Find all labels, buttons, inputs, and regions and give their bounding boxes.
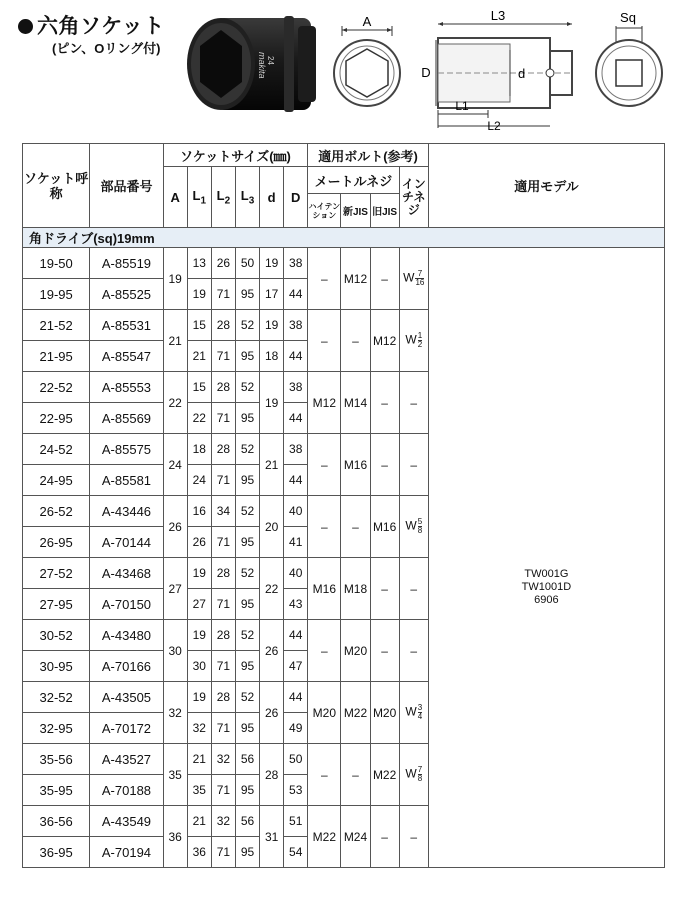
header-D: D — [284, 167, 308, 228]
part-number-cell: A-43527 — [90, 744, 163, 775]
size-L3-cell: 95 — [235, 341, 259, 372]
socket-name-cell: 22-52 — [23, 372, 90, 403]
socket-name-cell: 24-52 — [23, 434, 90, 465]
inch-fraction — [418, 766, 422, 783]
fraction-denominator: 4 — [417, 712, 423, 721]
size-L2-cell: 71 — [211, 527, 235, 558]
fraction-denominator: 2 — [417, 340, 423, 349]
part-number-cell: A-85519 — [90, 248, 163, 279]
model-name: TW001G — [524, 568, 569, 580]
socket-name-cell: 35-95 — [23, 775, 90, 806]
header-d: d — [260, 167, 284, 228]
part-number-cell: A-43549 — [90, 806, 163, 837]
bolt-old-jis-cell: M12 — [370, 310, 399, 372]
fraction-denominator: 8 — [417, 774, 423, 783]
size-L1-cell: 26 — [187, 527, 211, 558]
size-D-cell: 43 — [284, 589, 308, 620]
size-L1-cell: 19 — [187, 620, 211, 651]
bolt-high-tension-cell: – — [308, 620, 341, 682]
part-number-cell: A-70172 — [90, 713, 163, 744]
size-d-cell: 19 — [260, 372, 284, 434]
part-number-cell: A-85575 — [90, 434, 163, 465]
inch-fraction — [418, 332, 422, 349]
socket-name-cell: 36-95 — [23, 837, 90, 868]
size-L1-cell: 35 — [187, 775, 211, 806]
socket-name-cell: 32-52 — [23, 682, 90, 713]
header-new-jis: 新JIS — [341, 194, 370, 228]
size-L2-cell: 32 — [211, 744, 235, 775]
size-d-cell: 22 — [260, 558, 284, 620]
header-old-jis: 旧JIS — [370, 194, 399, 228]
size-L1-cell: 16 — [187, 496, 211, 527]
size-L1-cell: 21 — [187, 744, 211, 775]
inch-thread-prefix: W — [403, 270, 415, 285]
inch-fraction — [418, 704, 422, 721]
size-L2-cell: 28 — [211, 620, 235, 651]
model-name: 6906 — [534, 594, 559, 606]
bolt-old-jis-cell: M22 — [370, 744, 399, 806]
bolt-inch-cell: – — [399, 620, 428, 682]
socket-name-cell: 24-95 — [23, 465, 90, 496]
size-d-cell: 21 — [260, 434, 284, 496]
size-d-cell: 31 — [260, 806, 284, 868]
size-D-cell: 50 — [284, 744, 308, 775]
bolt-old-jis-cell: – — [370, 806, 399, 868]
bolt-new-jis-cell: – — [341, 744, 370, 806]
size-L3-cell: 95 — [235, 775, 259, 806]
socket-name-cell: 21-95 — [23, 341, 90, 372]
bolt-inch-cell — [399, 682, 428, 744]
part-number-cell: A-43446 — [90, 496, 163, 527]
fraction-numerator: 3 — [417, 703, 423, 712]
size-L2-cell: 71 — [211, 403, 235, 434]
part-number-cell: A-43480 — [90, 620, 163, 651]
inch-fraction — [418, 518, 422, 535]
size-L2-cell: 71 — [211, 775, 235, 806]
part-number-cell: A-70194 — [90, 837, 163, 868]
socket-name-cell: 35-56 — [23, 744, 90, 775]
bolt-high-tension-cell: M22 — [308, 806, 341, 868]
socket-name-cell: 30-52 — [23, 620, 90, 651]
dim-label-L3: L3 — [490, 8, 506, 23]
size-d-cell: 26 — [260, 620, 284, 682]
size-L1-cell: 32 — [187, 713, 211, 744]
part-number-cell: A-43505 — [90, 682, 163, 713]
socket-name-cell: 32-95 — [23, 713, 90, 744]
size-L3-cell: 95 — [235, 713, 259, 744]
header-high-tension: ハイテンション — [308, 194, 341, 228]
size-A-cell: 24 — [163, 434, 187, 496]
socket-name-cell: 19-50 — [23, 248, 90, 279]
back-view-diagram — [588, 6, 672, 130]
size-L2-cell: 26 — [211, 248, 235, 279]
part-number-cell: A-43468 — [90, 558, 163, 589]
size-D-cell: 40 — [284, 558, 308, 589]
size-L3-cell: 52 — [235, 434, 259, 465]
bolt-high-tension-cell: – — [308, 248, 341, 310]
size-L3-cell: 95 — [235, 403, 259, 434]
size-D-cell: 53 — [284, 775, 308, 806]
header-model: 適用モデル — [428, 144, 664, 228]
inch-thread-prefix: W — [405, 518, 417, 533]
fraction-numerator: 5 — [417, 517, 423, 526]
bolt-old-jis-cell: – — [370, 620, 399, 682]
part-number-cell: A-85581 — [90, 465, 163, 496]
header-inch: インチネジ — [399, 167, 428, 228]
part-number-cell: A-85553 — [90, 372, 163, 403]
size-L3-cell: 95 — [235, 279, 259, 310]
socket-rows — [23, 248, 665, 868]
bolt-old-jis-cell: – — [370, 558, 399, 620]
fraction-numerator: 1 — [417, 331, 423, 340]
bolt-inch-cell — [399, 248, 428, 310]
title-text: 六角ソケット — [37, 15, 165, 38]
size-A-cell: 30 — [163, 620, 187, 682]
bolt-inch-cell: – — [399, 434, 428, 496]
size-D-cell: 51 — [284, 806, 308, 837]
fraction-numerator: 7 — [417, 765, 423, 774]
socket-name-cell: 21-52 — [23, 310, 90, 341]
size-D-cell: 44 — [284, 403, 308, 434]
size-L3-cell: 95 — [235, 527, 259, 558]
bolt-old-jis-cell: M20 — [370, 682, 399, 744]
dim-label-L2: L2 — [487, 119, 501, 130]
size-A-cell: 35 — [163, 744, 187, 806]
dim-label-D: D — [421, 65, 431, 80]
size-L2-cell: 71 — [211, 651, 235, 682]
header-metric: メートルネジ — [308, 167, 399, 194]
header-bolt: 適用ボルト(参考) — [308, 144, 429, 167]
size-L3-cell: 95 — [235, 837, 259, 868]
size-L3-cell: 52 — [235, 372, 259, 403]
socket-name-cell: 27-52 — [23, 558, 90, 589]
page-subtitle: (ピン、Oリング付) — [52, 41, 161, 56]
part-number-cell: A-85569 — [90, 403, 163, 434]
header-A: A — [163, 167, 187, 228]
size-A-cell: 27 — [163, 558, 187, 620]
size-A-cell: 22 — [163, 372, 187, 434]
bolt-high-tension-cell: M20 — [308, 682, 341, 744]
size-L1-cell: 24 — [187, 465, 211, 496]
size-L2-cell: 71 — [211, 279, 235, 310]
bolt-new-jis-cell: M24 — [341, 806, 370, 868]
part-number-cell: A-70150 — [90, 589, 163, 620]
inch-thread-prefix: W — [405, 332, 417, 347]
fraction-denominator: 8 — [417, 526, 423, 535]
size-L1-cell: 19 — [187, 682, 211, 713]
bolt-inch-cell — [399, 496, 428, 558]
size-D-cell: 47 — [284, 651, 308, 682]
size-L3-cell: 52 — [235, 620, 259, 651]
size-L2-cell: 71 — [211, 589, 235, 620]
fraction-denominator: 16 — [415, 278, 425, 287]
bolt-inch-cell — [399, 744, 428, 806]
part-number-cell: A-70166 — [90, 651, 163, 682]
header-socket-name: ソケット呼 称 — [23, 144, 90, 228]
size-d-cell: 28 — [260, 744, 284, 806]
size-d-cell: 18 — [260, 341, 284, 372]
socket-spec-table — [22, 143, 665, 868]
size-L2-cell: 28 — [211, 682, 235, 713]
dim-label-d: d — [518, 66, 526, 81]
header-L3: $L_3$ — [235, 167, 259, 228]
size-L3-cell: 95 — [235, 589, 259, 620]
size-L2-cell: 28 — [211, 372, 235, 403]
bolt-new-jis-cell: M14 — [341, 372, 370, 434]
dim-label-Sq: Sq — [620, 10, 636, 25]
size-L3-cell: 52 — [235, 310, 259, 341]
bolt-high-tension-cell: M12 — [308, 372, 341, 434]
size-L3-cell: 52 — [235, 682, 259, 713]
header-L1: $L_1$ — [187, 167, 211, 228]
bolt-new-jis-cell: – — [341, 310, 370, 372]
page-title — [18, 10, 165, 40]
size-d-cell: 20 — [260, 496, 284, 558]
part-number-cell: A-70188 — [90, 775, 163, 806]
front-view-diagram — [330, 6, 410, 130]
size-L1-cell: 36 — [187, 837, 211, 868]
socket-name-cell: 30-95 — [23, 651, 90, 682]
size-D-cell: 40 — [284, 496, 308, 527]
bolt-new-jis-cell: M18 — [341, 558, 370, 620]
bolt-new-jis-cell: M22 — [341, 682, 370, 744]
bolt-high-tension-cell: M16 — [308, 558, 341, 620]
size-d-cell: 17 — [260, 279, 284, 310]
size-L2-cell: 71 — [211, 341, 235, 372]
socket-name-cell: 36-56 — [23, 806, 90, 837]
size-D-cell: 41 — [284, 527, 308, 558]
size-L3-cell: 52 — [235, 558, 259, 589]
size-L2-cell: 28 — [211, 310, 235, 341]
model-name: TW1001D — [521, 581, 572, 593]
bolt-inch-cell: – — [399, 558, 428, 620]
size-L1-cell: 13 — [187, 248, 211, 279]
size-d-cell: 19 — [260, 310, 284, 341]
header-part-number: 部品番号 — [90, 144, 163, 228]
size-D-cell: 38 — [284, 310, 308, 341]
size-L1-cell: 21 — [187, 806, 211, 837]
bolt-old-jis-cell: – — [370, 248, 399, 310]
bolt-new-jis-cell: M12 — [341, 248, 370, 310]
inch-fraction — [415, 270, 424, 287]
bolt-old-jis-cell: – — [370, 372, 399, 434]
model-cell — [428, 248, 664, 868]
size-L1-cell: 15 — [187, 310, 211, 341]
table-row — [23, 248, 665, 279]
inch-thread-prefix: W — [405, 704, 417, 719]
size-d-cell: 26 — [260, 682, 284, 744]
size-L2-cell: 28 — [211, 434, 235, 465]
size-D-cell: 54 — [284, 837, 308, 868]
size-L3-cell: 95 — [235, 651, 259, 682]
size-D-cell: 44 — [284, 341, 308, 372]
fraction-numerator: 7 — [415, 270, 424, 279]
socket-name-cell: 26-95 — [23, 527, 90, 558]
dim-label-A: A — [362, 14, 372, 29]
size-L1-cell: 22 — [187, 403, 211, 434]
bolt-inch-cell: – — [399, 372, 428, 434]
size-L2-cell: 34 — [211, 496, 235, 527]
brand-marking: makita — [257, 52, 267, 79]
size-D-cell: 44 — [284, 620, 308, 651]
size-L1-cell: 18 — [187, 434, 211, 465]
socket-name-cell: 19-95 — [23, 279, 90, 310]
drive-size-label: 角ドライブ(sq)19mm — [23, 228, 665, 248]
size-A-cell: 32 — [163, 682, 187, 744]
size-d-cell: 19 — [260, 248, 284, 279]
part-number-cell: A-85525 — [90, 279, 163, 310]
socket-name-cell: 26-52 — [23, 496, 90, 527]
bolt-old-jis-cell: M16 — [370, 496, 399, 558]
size-A-cell: 19 — [163, 248, 187, 310]
socket-name-cell: 22-95 — [23, 403, 90, 434]
bolt-new-jis-cell: M16 — [341, 434, 370, 496]
size-A-cell: 21 — [163, 310, 187, 372]
part-number-cell: A-85547 — [90, 341, 163, 372]
bolt-high-tension-cell: – — [308, 496, 341, 558]
size-L1-cell: 19 — [187, 558, 211, 589]
size-L3-cell: 56 — [235, 744, 259, 775]
bolt-high-tension-cell: – — [308, 310, 341, 372]
size-A-cell: 36 — [163, 806, 187, 868]
size-D-cell: 38 — [284, 248, 308, 279]
bolt-inch-cell — [399, 310, 428, 372]
part-number-cell: A-85531 — [90, 310, 163, 341]
size-L3-cell: 50 — [235, 248, 259, 279]
socket-photo — [176, 8, 328, 120]
size-D-cell: 38 — [284, 434, 308, 465]
bullet-icon — [18, 19, 33, 34]
size-D-cell: 44 — [284, 465, 308, 496]
size-L1-cell: 27 — [187, 589, 211, 620]
socket-size-marking: 24 — [266, 56, 275, 65]
side-view-diagram — [412, 6, 584, 130]
size-L2-cell: 28 — [211, 558, 235, 589]
size-L3-cell: 52 — [235, 496, 259, 527]
size-L1-cell: 21 — [187, 341, 211, 372]
size-D-cell: 44 — [284, 279, 308, 310]
inch-thread-prefix: W — [405, 766, 417, 781]
bolt-new-jis-cell: – — [341, 496, 370, 558]
size-L3-cell: 56 — [235, 806, 259, 837]
size-A-cell: 26 — [163, 496, 187, 558]
header-socket-size: ソケットサイズ(㎜) — [163, 144, 308, 167]
bolt-new-jis-cell: M20 — [341, 620, 370, 682]
part-number-cell: A-70144 — [90, 527, 163, 558]
bolt-old-jis-cell: – — [370, 434, 399, 496]
bolt-high-tension-cell: – — [308, 434, 341, 496]
size-L1-cell: 15 — [187, 372, 211, 403]
size-L2-cell: 32 — [211, 806, 235, 837]
size-L1-cell: 19 — [187, 279, 211, 310]
size-D-cell: 38 — [284, 372, 308, 403]
size-L2-cell: 71 — [211, 837, 235, 868]
header-L2: $L_2$ — [211, 167, 235, 228]
size-L3-cell: 95 — [235, 465, 259, 496]
size-L2-cell: 71 — [211, 713, 235, 744]
dim-label-L1: L1 — [455, 99, 469, 113]
size-D-cell: 44 — [284, 682, 308, 713]
socket-name-cell: 27-95 — [23, 589, 90, 620]
size-L2-cell: 71 — [211, 465, 235, 496]
size-L1-cell: 30 — [187, 651, 211, 682]
size-D-cell: 49 — [284, 713, 308, 744]
bolt-high-tension-cell: – — [308, 744, 341, 806]
bolt-inch-cell: – — [399, 806, 428, 868]
